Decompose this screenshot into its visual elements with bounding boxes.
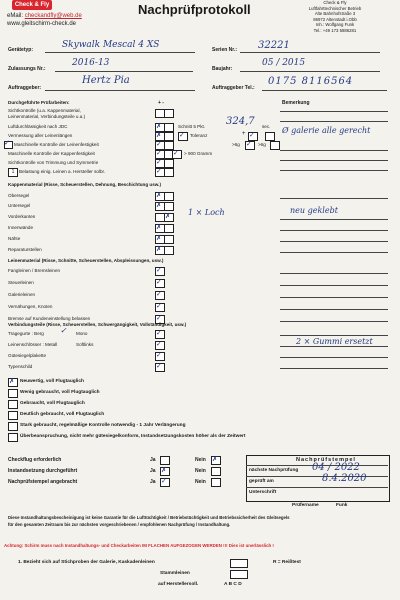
check-mark: ✓ [156,290,162,298]
kappe-row-vorderkanten: Vorderkanten [8,214,36,219]
instandsetzung-label: Instandsetzung durchgeführt [8,468,78,474]
checks-header: Durchgeführte Prüfarbeiten: [8,100,70,105]
page-title: Nachprüfprotokoll [138,2,251,17]
company-line: Inh.: Wolfgang Funk [315,22,355,28]
leinen-row-vernaehungen: Vernähungen, Knoten [8,304,53,309]
naechste-label: nächste Nachprüfung [249,468,299,473]
company-line: 86972 Altenstadt i.Obb [313,16,357,22]
checkbox-stempel-nein[interactable] [211,478,221,487]
checkflug-ja-label: Ja [150,457,156,463]
check-mark: ✓ [246,140,252,148]
status-gebraucht: Gebraucht, voll Flugtauglich [20,401,85,406]
check-mark: ✓ [156,351,162,359]
check-mark: ✓ [156,314,162,322]
check-item-kappenfestigkeit: Maschinelle Kontrolle der Kappenfestigkeit [8,151,95,156]
checkbox-toleranz-minus[interactable] [265,132,275,141]
leinen-row-galerieleinen: Galerieleinen [8,292,36,297]
company-line: Tel.: +49 173 5886281 [313,27,357,33]
check-item-vermessung: Vermessung aller Leinenlängen [8,133,73,138]
auftraggeber-label: Auftraggeber: [8,85,42,91]
check-mark: ✗ [156,201,162,209]
check-mark: ✓ [249,131,255,139]
hersteller-label: auf Herstellersoll. [158,582,199,587]
instandsetzung-ja-label: Ja [150,468,156,474]
kappe-row-innenwaende: Innenwände [8,225,34,230]
check-mark: ✓ [156,278,162,286]
abcd-label: A B C D [224,582,242,587]
kappe-note-right[interactable]: neu geklebt [290,206,338,215]
checkbox-naehte-minus[interactable] [164,235,174,244]
geraetetyp-value[interactable]: Skywalk Mescal 4 XS [62,40,160,50]
check-mark: ✓ [156,302,162,310]
checkbox-checkflug-ja[interactable] [160,456,170,465]
checkbox-belastung-minus[interactable] [164,168,174,177]
status-ueberbeanspruchung: Überbeanspruchung, nicht mehr gütesiegelkonform, Instandsetzungskosten höher als der Zeitwert [20,434,246,439]
check-mark: ✓ [179,131,185,139]
check-mark: ✓ [156,362,162,370]
schnitt-label: Schnitt 5 Pkt. [178,124,206,129]
warning-text: Achtung: Schirm muss nach Instandhaltungs- und Checkarbeiten IM FLACHEN AUFGEZOGEN WERDEN !!! Dies ist unerlässlich ! [4,543,274,548]
kappe-row-naehte: Nähte [8,236,21,241]
pruefername-label: Prüfername [292,503,319,508]
checkbox-vermessung-minus[interactable] [164,132,174,141]
check-mark: ✓ [156,266,162,274]
company-line: Luftfahrttechnischer Betrieb [308,5,362,11]
checkbox-wenig-gebraucht[interactable] [8,389,18,398]
check-item-luftdurchlaessigkeit: Luftdurchlässigkeit nach JDC [8,124,68,129]
checkbox-luftdurchlaessigkeit-minus[interactable] [164,123,174,132]
disclaimer-line-1: Diese Instandhaltungsbescheinigung ist keine Garantie für die Lufttüchtigkeit / Betriebstüchtigkeit und Betriebssicherheit des Gleitsegels [8,515,290,520]
toleranz-note[interactable]: Ø galerie alle gerecht [282,126,371,135]
verbindung-header: Verbindungsteile (Risse, Scheuerstellen, Schwergängigkeit, Vollständigkeit, usw.) [8,322,187,327]
bottom-item-1: 1. Bezieht sich auf Stichproben der Galerie, Kaskadenleinen [18,560,155,565]
stammleinen-label: Stammleinen [160,571,190,576]
disclaimer-line-2: für den gesamten Zeitraum bis zur nächsten vorgeschriebenen / empfohlenen Nachprüfung / Instandhaltung. [8,522,231,527]
check-item-leinenfestigkeit: Maschinelle Kontrolle der Leinenfestigkeit [14,142,99,147]
seriennr-value[interactable]: 32221 [258,40,290,51]
company-line: Check & Fly [323,0,347,5]
mono-label: Mono [76,331,88,336]
check-item-sichtkontrolle: Sichtkontrolle (u.a. Kappenmaterial, [8,108,81,113]
checkbox-untersegel-minus[interactable] [164,202,174,211]
checkbox-innenwaende-minus[interactable] [164,224,174,233]
kappe-note[interactable]: 1 × Loch [188,208,225,217]
email-link[interactable]: checkandfly@web.de [24,13,82,19]
unterschrift-label: Unterschrift [249,490,277,495]
leinen-row-bremse: Bremse auf Kundeneinstellung belassen [8,316,91,321]
instandsetzung-nein-label: Nein [195,468,206,474]
check-mark: ✗ [156,122,162,130]
checkflug-label: Checkflug erforderlich [8,457,62,463]
status-wenig-gebraucht: Wenig gebraucht, voll Flugtauglich [20,390,100,395]
kappe-row-obersegel: Obersegel [8,193,30,198]
company-line: Alte Bahnhofstraße 3 [314,11,356,17]
auftraggeber-tel-label: Auftraggeber Tel.: [212,85,255,91]
checkbox-reparaturstellen-minus[interactable] [164,246,174,255]
leinen-row-fangleinen: Fangleinen / Bremsleinen [8,268,61,273]
check-item-trimmung: Sichtkontrolle von Trimmung und Symmetrie [8,160,99,165]
softlinks-label: Softlinks [76,342,94,347]
check-mark: ✓ [156,149,162,157]
checkbox-stammleinen[interactable] [230,570,248,579]
stempel-label: Nachprüfstempel angebracht [8,479,78,485]
guetesiegel-label: Gütesiegelplakette [8,353,47,358]
checkbox-stark-gebraucht[interactable] [8,422,18,431]
checkbox-6g-minus[interactable] [270,141,280,150]
auftraggeber-value[interactable]: Hertz Pia [82,75,130,86]
baujahr-value[interactable]: 05 / 2015 [262,58,306,68]
stempel-ja-label: Ja [150,479,156,485]
zulassung-value[interactable]: 2016-13 [72,58,110,68]
check-mark: ✓ [156,329,162,337]
auftraggeber-tel-value[interactable]: 0175 8116564 [268,76,354,87]
leinen-row-steuerleinen: Steuerleinen [8,280,34,285]
tragegurte-label: Tragegurte : Berg [8,331,44,336]
check-mark: ✗ [161,466,167,474]
logo: Check & Fly [12,0,52,10]
company-info [295,0,375,34]
checkbox-sichtkontrolle-minus[interactable] [164,109,174,118]
tragegurte-mark: ✓ [60,326,67,335]
check-mark: ✗ [156,234,162,242]
stempel-nein-label: Nein [195,479,206,485]
check-mark: ✓ [161,477,167,485]
plus-label: + [242,131,246,137]
sechs-g-label-1: >6g [232,142,240,147]
checkbox-obersegel-minus[interactable] [164,192,174,201]
geprueft-value[interactable]: 8.4.2020 [322,473,367,484]
status-deutlich-gebraucht: Deutlich gebraucht, voll Flugtauglich [20,412,105,417]
belastung-count-box: 1 [8,168,18,177]
kappe-row-reparaturstellen: Reparaturstellen [8,247,42,252]
reisstest-label: R = Reißtest [273,560,301,565]
stempel-title: Nachprüfstempel [296,457,356,463]
kappe-row-untersegel: Untersegel [8,203,31,208]
checkbox-deutlich-gebraucht[interactable] [8,411,18,420]
naechste-value[interactable]: 04 / 2022 [312,462,360,473]
check-mark: ✗ [165,212,171,220]
checkbox-instandsetzung-nein[interactable] [211,467,221,476]
check-mark: ✓ [156,167,162,175]
zulassung-label: Zulassungs Nr.: [8,66,46,72]
check-mark: ✓ [156,158,162,166]
grams-label: > 900 Gramm [184,151,213,156]
bemerkung-label: Bemerkung [282,100,310,106]
status-neuwertig: Neuwertig, voll Flugtauglich [20,379,84,384]
check-mark: ✓ [156,340,162,348]
baujahr-label: Baujahr: [212,66,233,72]
status-stark-gebraucht: Stark gebraucht, regelmäßige Kontrolle notwendig - 1 Jahr Verlängerung [20,423,186,428]
seriennr-label: Serien Nr.: [212,47,238,53]
verbindung-note[interactable]: 2 × Gummi ersetzt [296,337,373,346]
check-mark: ✗ [212,455,218,463]
checkbox-trimmung-minus[interactable] [164,159,174,168]
email-label: eMail: [7,13,24,19]
checkflug-nein-label: Nein [195,457,206,463]
checkbox-ueberbeanspruchung[interactable] [8,433,18,442]
checkbox-galerie-reisstest[interactable] [230,559,248,568]
pruefername-value: Funk [336,503,348,508]
check-mark: ✓ [4,139,10,147]
check-mark: ✓ [156,140,162,148]
plus-minus-header: + - [158,100,164,106]
check-mark: ✓ [173,149,179,157]
sechs-g-label-2: >6g [258,142,266,147]
geprueft-label: geprüft am [249,479,274,484]
check-mark: ✗ [156,245,162,253]
sec-label: sec. [262,124,271,129]
checkbox-gebraucht[interactable] [8,400,18,409]
website-link[interactable]: www.gleitschirm-check.de [7,21,77,27]
check-mark: ✗ [156,131,162,139]
typenschild-label: Typenschild [8,364,33,369]
leinenschloesser-label: Leinenschlösser : Metall [8,342,58,347]
check-mark: ✗ [9,377,15,385]
check-mark: ✗ [156,223,162,231]
schnitt-value[interactable]: 324,7 [226,116,255,127]
check-mark: ✗ [156,191,162,199]
kappe-header: Kappenmaterial (Risse, Scheuerstellen, Dehnung, Beschichtung usw.) [8,182,161,187]
check-item-belastung: Belastung einig. Leinen a. Hersteller solbr. [19,169,106,174]
check-item-sichtkontrolle-2: Leinenmaterial, Verbindungsteile u.a.) [8,114,86,119]
leinen-header: Leinenmaterial (Risse, Schnitte, Scheuerstellen, Abspleissungen, usw.) [8,258,164,263]
geraetetyp-label: Gerätetyp: [8,47,34,53]
toleranz-label: Toleranz [190,133,208,138]
